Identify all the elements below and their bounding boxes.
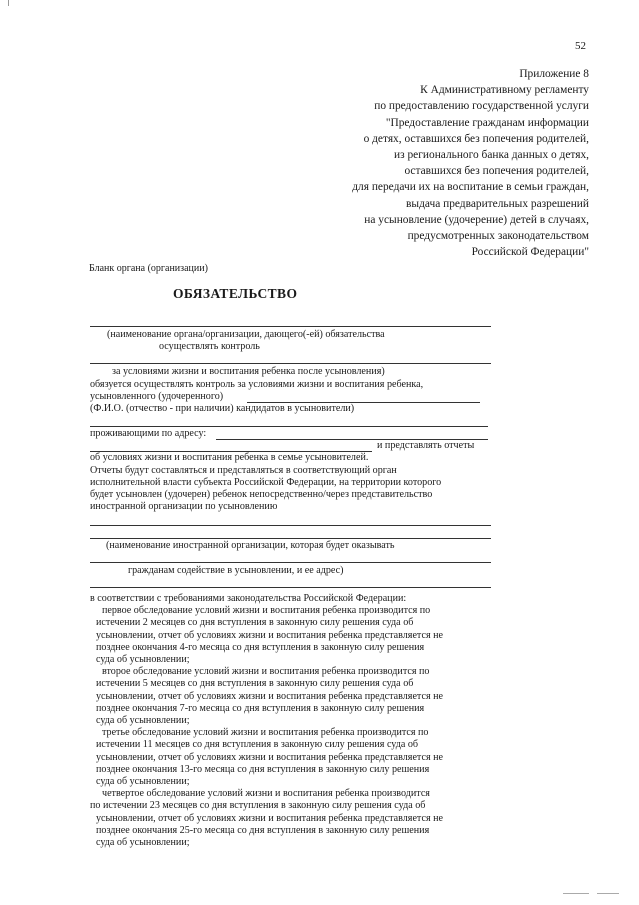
reports-line: исполнительной власти субъекта Российской Федерации, на территории которого <box>90 477 442 488</box>
obligation-terms <box>90 593 443 849</box>
fio-caption: (Ф.И.О. (отчество - при наличии) кандидатов в усыновители) <box>90 403 355 414</box>
reports-line: иностранной организации по усыновлению <box>90 501 278 512</box>
fill-line-fio <box>90 426 488 427</box>
terms-line: суда об усыновлении; <box>96 837 190 849</box>
terms-line: истечении 11 месяцев со дня вступления в законную силу решения суда об <box>96 739 419 751</box>
appendix-line: оставшихся без попечения родителей, <box>404 165 589 178</box>
caption-foreign-2: гражданам содействие в усыновлении, и ее адрес) <box>128 565 344 576</box>
terms-line: позднее окончания 7-го месяца со дня вступления в законную силу решения <box>96 702 425 714</box>
appendix-line: "Предоставление гражданам информации <box>385 116 589 129</box>
terms-line: первое обследование условий жизни и воспитания ребенка производится по <box>102 605 431 617</box>
terms-line: суда об усыновлении; <box>96 715 190 727</box>
appendix-line: К Административному регламенту <box>420 84 589 97</box>
scan-mark <box>563 893 589 894</box>
fill-line-foreign <box>90 525 491 526</box>
caption-conditions: за условиями жизни и воспитания ребенка после усыновления) <box>112 366 385 377</box>
fill-line-foreign-3 <box>90 562 491 563</box>
appendix-line: из регионального банка данных о детях, <box>394 149 589 162</box>
about-conditions-text: об условиях жизни и воспитания ребенка в семье усыновителей. <box>90 452 369 463</box>
and-submit-text: и представлять отчеты <box>377 440 475 451</box>
page-number: 52 <box>575 40 586 52</box>
terms-line: позднее окончания 4-го месяца со дня вступления в законную силу решения <box>96 641 425 653</box>
terms-line: усыновлении, отчет об условиях жизни и воспитания ребенка представляется не <box>96 629 443 641</box>
terms-line: в соответствии с требованиями законодательства Российской Федерации: <box>90 593 407 604</box>
terms-line: второе обследование условий жизни и воспитания ребенка производится по <box>102 666 430 678</box>
obligates-text: обязуется осуществлять контроль за условиями жизни и воспитания ребенка, <box>90 379 424 390</box>
scan-mark <box>597 893 619 894</box>
caption-foreign: (наименование иностранной организации, которая будет оказывать <box>106 540 395 551</box>
fill-line-foreign-2 <box>90 538 491 539</box>
terms-line: позднее окончания 25-го месяца со дня вступления в законную силу решения <box>96 824 430 836</box>
appendix-header <box>352 66 589 260</box>
fill-line-org <box>90 326 491 327</box>
fill-line-org-cont <box>90 363 491 364</box>
terms-line: истечении 2 месяцев со дня вступления в законную силу решения суда об <box>96 617 414 629</box>
appendix-line: о детях, оставшихся без попечения родителей, <box>363 132 589 145</box>
appendix-line: Приложение 8 <box>519 68 589 80</box>
terms-line: суда об усыновлении; <box>96 776 190 788</box>
fill-line-foreign-4 <box>90 587 491 588</box>
reports-line: Отчеты будут составляться и представляться в соответствующий орган <box>90 465 397 476</box>
terms-line: усыновлении, отчет об условиях жизни и воспитания ребенка представляется не <box>96 751 443 763</box>
terms-line: третье обследование условий жизни и воспитания ребенка производится по <box>102 727 429 739</box>
appendix-line: по предоставлению государственной услуги <box>374 100 589 113</box>
document-title: ОБЯЗАТЕЛЬСТВО <box>173 286 298 301</box>
caption-org-2: осуществлять контроль <box>159 341 260 352</box>
reports-line: будет усыновлен (удочерен) ребенок непосредственно/через представительство <box>90 489 433 500</box>
terms-line: по истечении 23 месяцев со дня вступления в законную силу решения суда об <box>90 800 426 812</box>
appendix-line: для передачи их на воспитание в семьи граждан, <box>352 181 589 194</box>
appendix-line: на усыновление (удочерение) детей в случаях, <box>364 213 589 226</box>
terms-line: истечении 5 месяцев со дня вступления в законную силу решения суда об <box>96 678 414 690</box>
terms-line: усыновлении, отчет об условиях жизни и воспитания ребенка представляется не <box>96 812 443 824</box>
terms-line: суда об усыновлении; <box>96 654 190 666</box>
adopted-label: усыновленного (удочеренного) <box>90 391 224 402</box>
form-blank-label: Бланк органа (организации) <box>89 263 208 274</box>
appendix-line: Российской Федерации" <box>471 246 589 259</box>
caption-org: (наименование органа/организации, дающего(-ей) обязательства <box>107 329 385 340</box>
scan-artifact <box>8 0 9 6</box>
appendix-line: предусмотренных законодательством <box>407 230 589 243</box>
terms-line: позднее окончания 13-го месяца со дня вступления в законную силу решения <box>96 763 430 775</box>
terms-line: усыновлении, отчет об условиях жизни и воспитания ребенка представляется не <box>96 690 443 702</box>
terms-line: четвертое обследование условий жизни и воспитания ребенка производится <box>102 788 430 800</box>
residing-label: проживающими по адресу: <box>90 428 207 439</box>
appendix-line: выдача предварительных разрешений <box>406 197 589 210</box>
